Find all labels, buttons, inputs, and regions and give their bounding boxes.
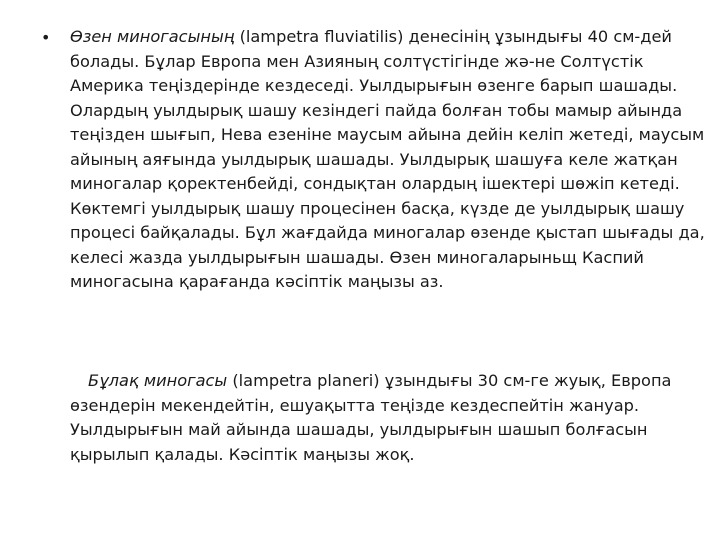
paragraph-brook-lamprey-text: (lampetra planeri) ұзындығы 30 см-ге жуық, Европа өзендерін мекендейтін, ешуақытта теңізде кездеспейтін жануар. Уылдырығын май айында шашады, уылдырығын шашып болғасын қырылып қалады. Кәсіптік маңызы жоқ. (70, 371, 672, 464)
paragraph-river-lamprey-text: (lampetra fluviatilis) денесінің ұзындығы 40 см-дей болады. Бұлар Европа мен Азияның солтүстігінде жә-не Солтүстік Америка теңіздерінде кездеседі. Уылдырығын өзенге барып шашады. Олардың уылдырық шашу кезіндегі пайда болған тобы мамыр айында теңізден шығып, Нева езеніне маусым айына дейін келіп жетеді, маусым айының аяғында уылдырық шашады. Уылдырық шашуға келе жатқан миногалар қоректенбейді, сондықтан олардың ішектері шөжіп кетеді. Көктемгі уылдырық шашу процесінен басқа, күзде де уылдырық шашу процесі байқалады. Бұл жағдайда миногалар өзенде қыстап шығады да, келесі жазда уылдырығын шашады. Өзен миногаларыньщ Каспий миногасына қарағанда кәсіптік маңызы аз. (70, 27, 705, 291)
term-river-lamprey: Өзен миногасының (70, 27, 235, 46)
term-brook-lamprey: Бұлақ миногасы (88, 371, 228, 390)
bullet-icon: • (41, 28, 51, 47)
paragraph-brook-lamprey (70, 369, 710, 467)
paragraph-river-lamprey (70, 25, 710, 295)
